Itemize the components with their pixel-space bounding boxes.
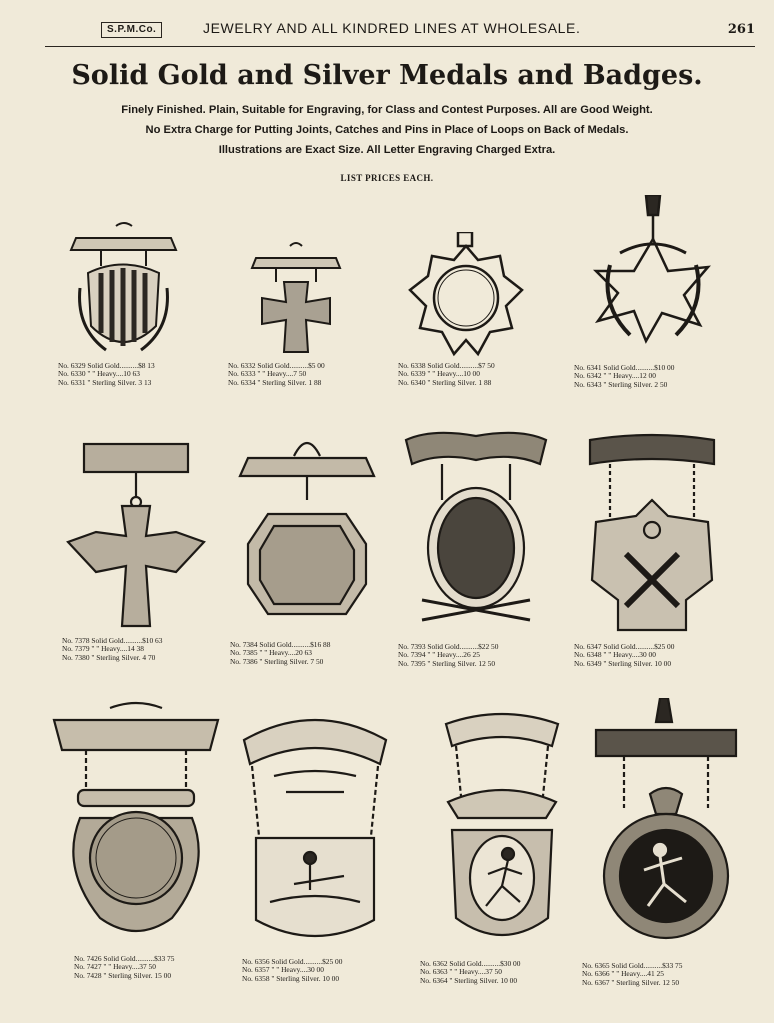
price-caption: No. 6332 Solid Gold..........$5 00 No. 6333 " " Heavy....7 50 No. 6334 " Sterling Silver. 1 88 — [228, 361, 325, 387]
medal-star-wreath-icon — [590, 195, 716, 357]
subtitle-line-1: Finely Finished. Plain, Suitable for Engraving, for Class and Contest Purposes. All are Good Weight. — [121, 104, 653, 116]
price-caption: No. 6365 Solid Gold..........$33 75 No. 6366 " " Heavy....41 25 No. 6367 " Sterling Silver. 12 50 — [582, 961, 683, 987]
price-caption: No. 7384 Solid Gold..........$16 88 No. 7385 " " Heavy....20 63 No. 7386 " Sterling Silver. 7 50 — [230, 640, 331, 666]
medal-oval-scroll-icon — [402, 420, 550, 630]
medal-rowing-scene-icon — [234, 706, 396, 954]
medal-ornate-octagon-icon — [238, 428, 376, 628]
price-caption: No. 6338 Solid Gold..........$7 50 No. 6339 " " Heavy....10 00 No. 6340 " Sterling Silver. 1 88 — [398, 361, 495, 387]
subtitle-line-3: Illustrations are Exact Size. All Letter Engraving Charged Extra. — [218, 144, 556, 156]
page-number: 261 — [727, 22, 755, 37]
page-header — [45, 18, 755, 47]
publisher-stamp: S.P.M.Co. — [101, 22, 162, 38]
subtitle-line-2: No Extra Charge for Putting Joints, Catches and Pins in Place of Loops on Back of Medals. — [145, 124, 629, 136]
price-caption: No. 6329 Solid Gold..........$8 13 No. 6330 " " Heavy....10 63 No. 6331 " Sterling Silver. 3 13 — [58, 361, 155, 387]
medal-shield-stripes-icon — [66, 218, 181, 360]
medal-runner-round-icon — [590, 698, 742, 954]
list-prices-label: LIST PRICES EACH. — [340, 173, 434, 183]
price-caption: No. 6356 Solid Gold..........$25 00 No. 6357 " " Heavy....30 00 No. 6358 " Sterling Silver. 10 00 — [242, 957, 343, 983]
price-caption: No. 6347 Solid Gold..........$25 00 No. 6348 " " Heavy....30 00 No. 6349 " Sterling Silver. 10 00 — [574, 642, 675, 668]
price-caption: No. 6362 Solid Gold..........$30 00 No. 6363 " " Heavy....37 50 No. 6364 " Sterling Silver. 10 00 — [420, 959, 521, 985]
page-title: Solid Gold and Silver Medals and Badges. — [71, 60, 703, 91]
medal-cross-bar-icon — [66, 440, 206, 632]
running-title: JEWELRY AND ALL KINDRED LINES AT WHOLESALE. — [203, 20, 581, 36]
price-caption: No. 7393 Solid Gold..........$22 50 No. 7394 " " Heavy....26 25 No. 7395 " Sterling Silver. 12 50 — [398, 642, 499, 668]
price-caption: No. 7378 Solid Gold..........$10 63 No. 7379 " " Heavy....14 38 No. 7380 " Sterling Silver. 4 70 — [62, 636, 163, 662]
medal-round-wreath-icon — [50, 698, 222, 942]
medal-star-ring-icon — [408, 232, 524, 360]
price-caption: No. 7426 Solid Gold..........$33 75 No. 7427 " " Heavy....37 50 No. 7428 " Sterling Silver. 15 00 — [74, 954, 175, 980]
medal-runner-oval-icon — [438, 706, 566, 950]
medal-maltese-cross-icon — [248, 240, 344, 362]
medal-hammer-star-icon — [582, 430, 722, 640]
price-caption: No. 6341 Solid Gold..........$10 00 No. 6342 " " Heavy....12 00 No. 6343 " Sterling Silver. 2 50 — [574, 363, 675, 389]
